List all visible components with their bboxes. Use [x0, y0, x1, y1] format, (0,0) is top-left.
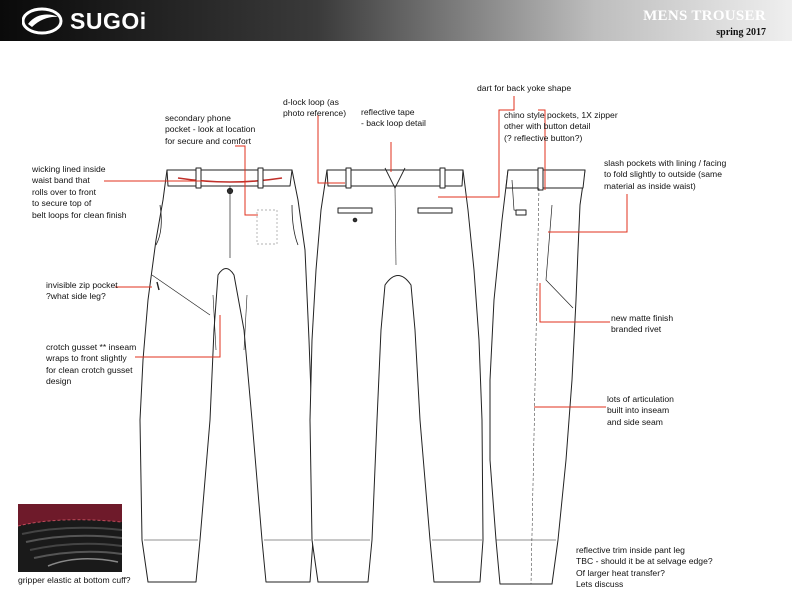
note-articulation: lots of articulation built into inseam and side seam	[607, 394, 674, 427]
side-view-trouser	[490, 168, 585, 584]
brand-name: SUGOi	[70, 8, 147, 34]
note-chino-pockets: chino style pockets, 1X zipper other with button detail (? reflective button?)	[504, 110, 618, 143]
note-matte-rivet: new matte finish branded rivet	[611, 313, 674, 335]
season-label: spring 2017	[716, 27, 766, 38]
fabric-swatch-graphic	[18, 504, 122, 572]
back-view-trouser	[310, 168, 483, 582]
note-reflective-tape: reflective tape - back loop detail	[361, 107, 426, 129]
note-wicking-waistband: wicking lined inside waist band that rolls over to front to secure top of belt loops for clean finish	[32, 164, 127, 220]
note-secondary-phone-pocket: secondary phone pocket - look at location for secure and comfort	[165, 113, 256, 146]
note-gripper-elastic: gripper elastic at bottom cuff?	[18, 575, 131, 585]
note-dart: dart for back yoke shape	[477, 83, 572, 93]
note-reflective-trim: reflective trim inside pant leg TBC - should it be at selvage edge? Of larger heat transfer? Lets discuss	[576, 545, 713, 590]
note-crotch-gusset: crotch gusset ** inseam wraps to front slightly for clean crotch gusset design	[46, 342, 137, 387]
front-view-trouser	[140, 168, 313, 582]
document-title: MENS TROUSER	[643, 8, 766, 24]
note-slash-pockets: slash pockets with lining / facing to fold slightly to outside (same material as inside waist)	[604, 158, 727, 191]
gripper-elastic-swatch-image	[18, 504, 122, 572]
note-invisible-zip: invisible zip pocket ?what side leg?	[46, 280, 118, 302]
note-d-lock-loop: d-lock loop (as photo reference)	[283, 97, 347, 119]
